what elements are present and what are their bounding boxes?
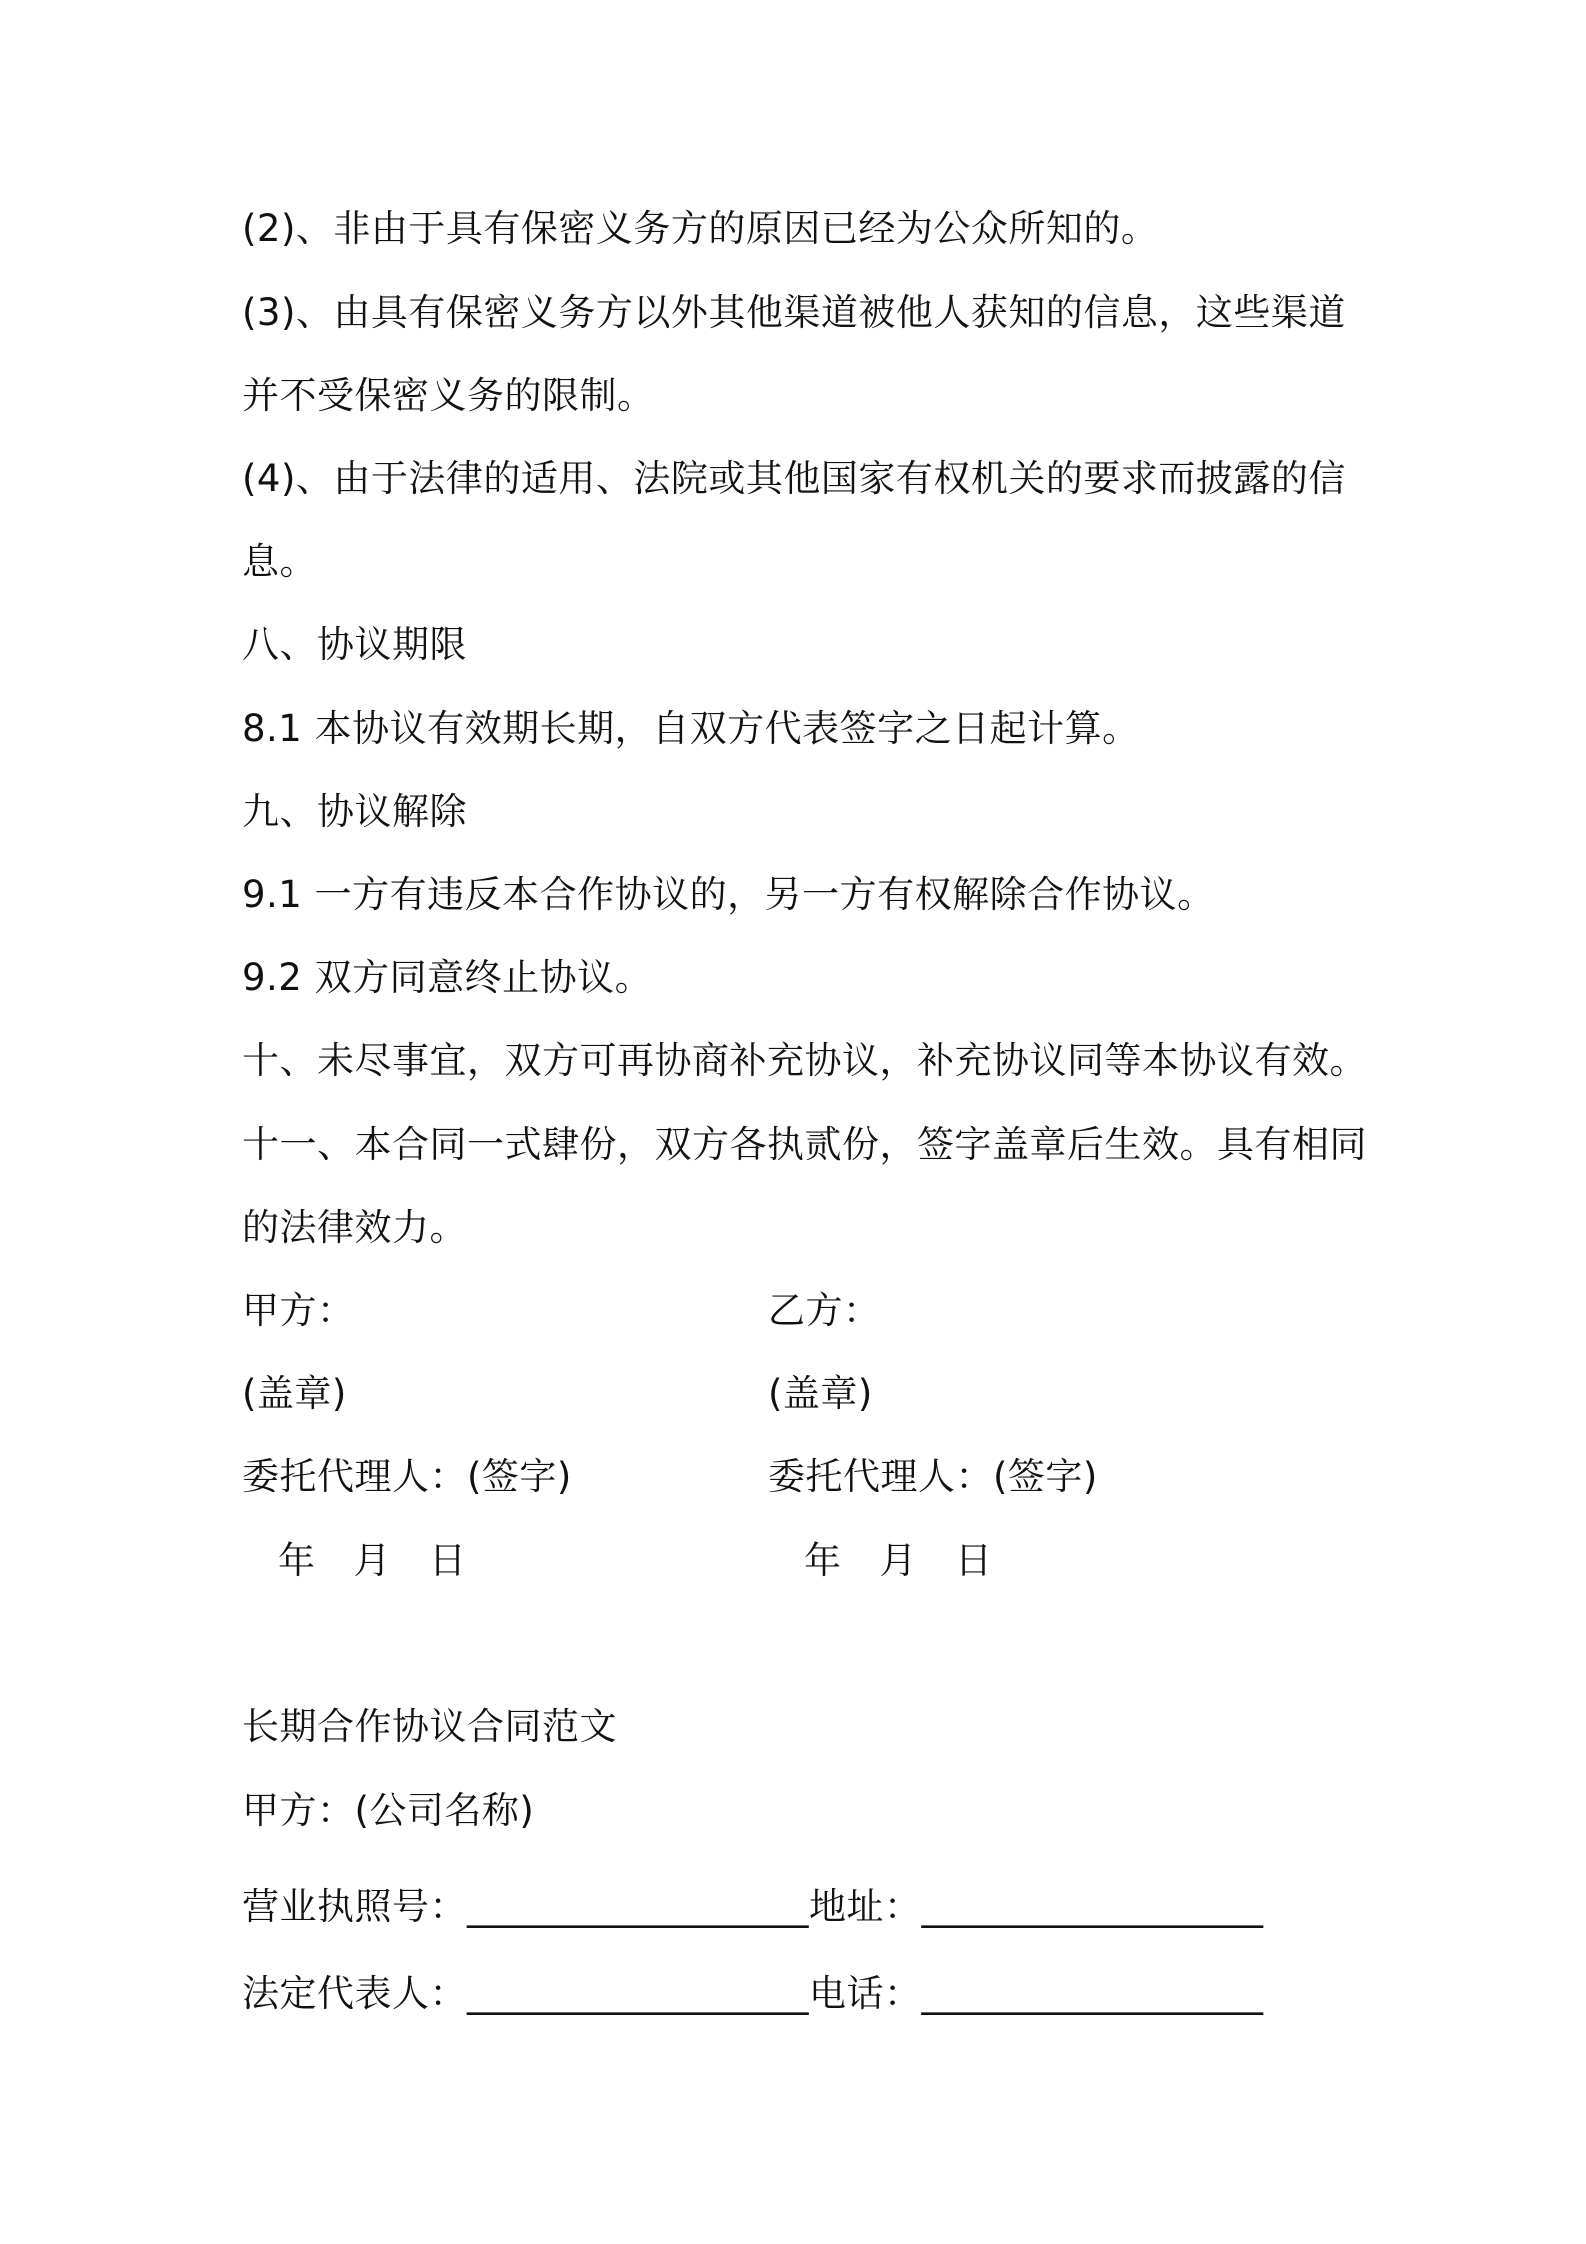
section-10: 十、未尽事宜，双方可再协商补充协议，补充协议同等本协议有效。 [242, 1039, 1367, 1082]
party-b-month: 月 [879, 1539, 917, 1582]
section-9-heading: 九、协议解除 [242, 790, 467, 833]
second-document-title: 长期合作协议合同范文 [242, 1705, 617, 1748]
party-b-year: 年 [804, 1539, 842, 1582]
party-a-year: 年 [278, 1539, 316, 1582]
clause-7-4-line-1: (4)、由于法律的适用、法院或其他国家有权机关的要求而披露的信 [242, 457, 1346, 500]
clause-9-2: 9.2 双方同意终止协议。 [242, 956, 653, 999]
clause-7-3-line-2: 并不受保密义务的限制。 [242, 374, 655, 417]
party-b-seal: (盖章) [768, 1372, 873, 1415]
party-a-day: 日 [429, 1539, 467, 1582]
section-8-heading: 八、协议期限 [242, 623, 467, 666]
license-address-row: 营业执照号：__________________地址：__________________ [242, 1885, 1264, 1928]
party-b-agent: 委托代理人：(签字) [768, 1455, 1098, 1498]
clause-8-1: 8.1 本协议有效期长期，自双方代表签字之日起计算。 [242, 707, 1140, 750]
party-b-label: 乙方： [768, 1289, 881, 1332]
party-a-date [278, 1537, 467, 1585]
party-b-date [804, 1537, 993, 1585]
party-a-label: 甲方： [242, 1289, 355, 1332]
party-b-day: 日 [955, 1539, 993, 1582]
clause-7-2: (2)、非由于具有保密义务方的原因已经为公众所知的。 [242, 207, 1159, 250]
party-a-agent: 委托代理人：(签字) [242, 1455, 572, 1498]
section-11-line-2: 的法律效力。 [242, 1206, 467, 1249]
party-a-company: 甲方：(公司名称) [242, 1789, 535, 1832]
clause-7-4-line-2: 息。 [242, 540, 317, 583]
clause-9-1: 9.1 一方有违反本合作协议的，另一方有权解除合作协议。 [242, 873, 1215, 916]
section-11-line-1: 十一、本合同一式肆份，双方各执贰份，签字盖章后生效。具有相同 [242, 1123, 1367, 1166]
party-a-month: 月 [353, 1539, 391, 1582]
clause-7-3-line-1: (3)、由具有保密义务方以外其他渠道被他人获知的信息，这些渠道 [242, 291, 1346, 334]
representative-phone-row: 法定代表人：__________________电话：__________________ [242, 1972, 1264, 2015]
party-a-seal: (盖章) [242, 1372, 347, 1415]
